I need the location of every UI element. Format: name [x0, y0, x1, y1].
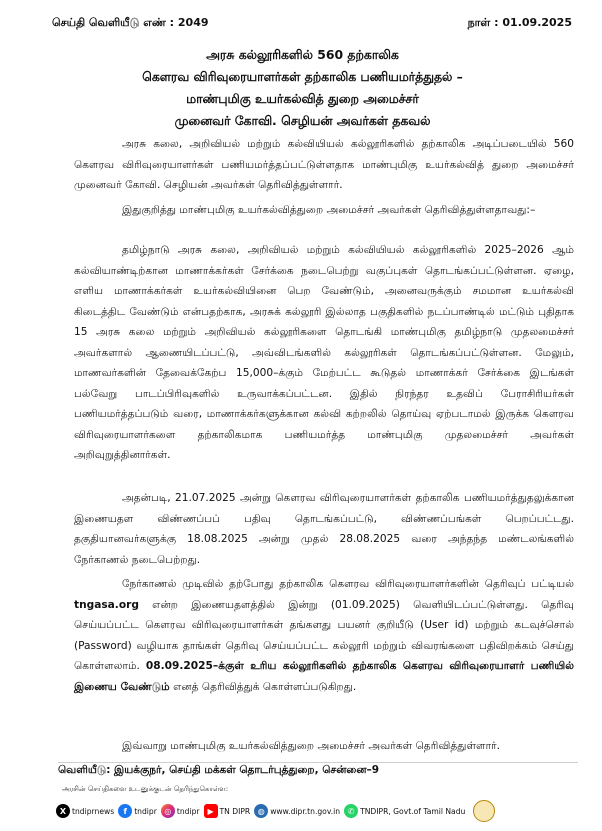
x-icon: X	[56, 804, 70, 818]
x-handle: tndiprnews	[72, 806, 115, 816]
facebook-icon: f	[118, 804, 132, 818]
selection-text-b: என்ற இணையதளத்தில் இன்று (01.09.2025) வெளியிடப்பட்டுள்ளது. தெரிவு செய்யப்பட்ட கௌரவ விரிவுரையாளர்கள் தங்களது பயனர் குறியீடு (User id) மற்றும் கடவுச்சொல் (Password) வழியாக தாங்கள் தெரிவு செய்யப்பட்ட கல்லூரி மற்றும் விவரங்களை பதிவிறக்கம் செய்து கொள்ளலாம்.	[74, 598, 574, 672]
instagram-handle: tndipr	[176, 806, 200, 816]
paragraph-application: அதன்படி, 21.07.2025 அன்று கௌரவ விரிவுரையாளர்கள் தற்காலிக பணியமர்த்துதலுக்கான இணையதள விண்ணப்பப் பதிவு தொடங்கப்பட்டு, விண்ணப்பங்கள் பெறப்பட்டது. தகுதியானவர்களுக்கு 18.08.2025 அன்று முதல் 28.08.2025 வரை அந்தந்த மண்டலங்களில் நேர்காணல் நடைபெற்றது.	[74, 492, 574, 566]
paragraph-selection-list	[74, 574, 574, 697]
social-links	[56, 798, 586, 824]
social-website[interactable]	[254, 804, 340, 818]
youtube-icon: ▶	[204, 804, 218, 818]
instagram-icon: ◎	[161, 804, 175, 818]
selection-text-c: எனத் தெரிவித்துக் கொள்ளப்படுகிறது.	[169, 680, 357, 693]
paragraph-intro: அரசு கலை, அறிவியல் மற்றும் கல்வியியல் கல்லூரிகளில் தற்காலிக அடிப்படையில் 560 கௌரவ விரிவுரையாளர்கள் பணியமர்த்தப்பட்டுள்ளதாக மாண்புமிகு உயர்கல்வித் துறை அமைச்சர் முனைவர் கோவி. செழியன் அவர்கள் தெரிவித்துள்ளார்.	[74, 138, 574, 191]
title-line-1: அரசு கல்லூரிகளில் 560 தற்காலிக	[206, 47, 399, 62]
title-line-3: மாண்புமிகு உயர்கல்வித் துறை அமைச்சர்	[186, 91, 419, 106]
government-seal-icon	[473, 800, 495, 822]
social-x[interactable]	[56, 804, 114, 818]
globe-icon: ◍	[254, 804, 268, 818]
footer-divider	[58, 762, 578, 763]
page-title	[40, 44, 565, 132]
whatsapp-handle: TNDIPR, Govt.of Tamil Nadu	[360, 806, 466, 816]
whatsapp-icon: ✆	[344, 804, 358, 818]
release-header	[52, 16, 572, 36]
paragraph-statement: இதுகுறித்து மாண்புமிகு உயர்கல்வித்துறை அமைச்சர் அவர்கள் தெரிவித்துள்ளதாவது:–	[122, 204, 536, 216]
paragraph-closing: இவ்வாறு மாண்புமிகு உயர்கல்வித்துறை அமைச்சர் அவர்கள் தெரிவித்துள்ளார்.	[122, 740, 501, 752]
facebook-handle: tndipr	[134, 806, 157, 816]
release-date: நாள் : 01.09.2025	[467, 16, 572, 29]
paragraph-background: தமிழ்நாடு அரசு கலை, அறிவியல் மற்றும் கல்வியியல் கல்லூரிகளில் 2025–2026 ஆம் கல்வியாண்டிற்கான மாணாக்கர்கள் சேர்க்கை நடைபெற்று வகுப்புகள் தொடங்கப்பட்டுள்ளன. ஏழை, எளிய மாணாக்கர்கள் உயர்கல்வியினை பெற வேண்டும், அனைவருக்கும் சமமான உயர்கல்வி கிடைத்திட வேண்டும் என்பதற்காக, அரசுக் கல்லூரி இல்லாத பகுதிகளில் நடப்பாண்டில் மட்டும் புதிதாக 15 அரசு கலை மற்றும் அறிவியல் கல்லூரிகளை தொடங்கி மாண்புமிகு தமிழ்நாடு முதலமைச்சர் அவர்களால் ஆணையிடப்பட்டு, அவ்விடங்களில் கல்லூரிகள் தொடங்கப்பட்டுள்ளன. மேலும், மாணவர்களின் தேவைக்கேற்ப 15,000–க்கும் மேற்பட்ட கூடுதல் மாணாக்கர் சேர்க்கை இடங்கள் பல்வேறு பாடப்பிரிவுகளில் உருவாக்கப்பட்டன. இதில் நிரந்தர உதவிப் பேராசிரியர்கள் பணியமர்த்தப்படும் வரை, மாணாக்கர்களுக்கான கல்வி கற்றலில் தொய்வு ஏற்படாமல் இருக்க கௌரவ விரிவுரையாளர்களை தற்காலிகமாக பணியமர்த்த மாண்புமிகு முதலமைச்சர் அவர்கள் அறிவுறுத்தினார்கள்.	[74, 244, 574, 461]
social-facebook[interactable]	[118, 804, 157, 818]
website-handle: www.dipr.tn.gov.in	[270, 806, 341, 816]
website-link[interactable]: tngasa.org	[74, 598, 139, 611]
social-instagram[interactable]	[161, 804, 200, 818]
footer-follow-text: அரசின் செய்திகளை உடனுக்குடன் தெரிந்துகொள்ள:	[62, 785, 229, 793]
release-number: செய்தி வெளியீடு எண் : 2049	[52, 16, 209, 29]
joining-deadline: 08.09.2025–க்குள் உரிய கல்லூரிகளில் தற்காலிக கௌரவ விரிவுரையாளர் பணியில் இணைய வேண்டும்	[74, 660, 575, 693]
youtube-handle: TN DIPR	[219, 806, 251, 816]
title-line-4: முனைவர் கோவி. செழியன் அவர்கள் தகவல்	[174, 113, 431, 128]
footer-release: வெளியீடு: இயக்குநர், செய்தி மக்கள் தொடர்புத்துறை, சென்னை–9	[58, 764, 380, 776]
social-whatsapp[interactable]	[344, 804, 465, 818]
title-line-2: கௌரவ விரிவுரையாளர்கள் தற்காலிக பணியமர்த்துதல் –	[142, 69, 463, 84]
social-youtube[interactable]	[204, 804, 251, 818]
selection-text-a: நேர்காணல் முடிவில் தற்போது தற்காலிக கௌரவ விரிவுரையாளர்களின் தெரிவுப் பட்டியல்	[122, 578, 574, 590]
